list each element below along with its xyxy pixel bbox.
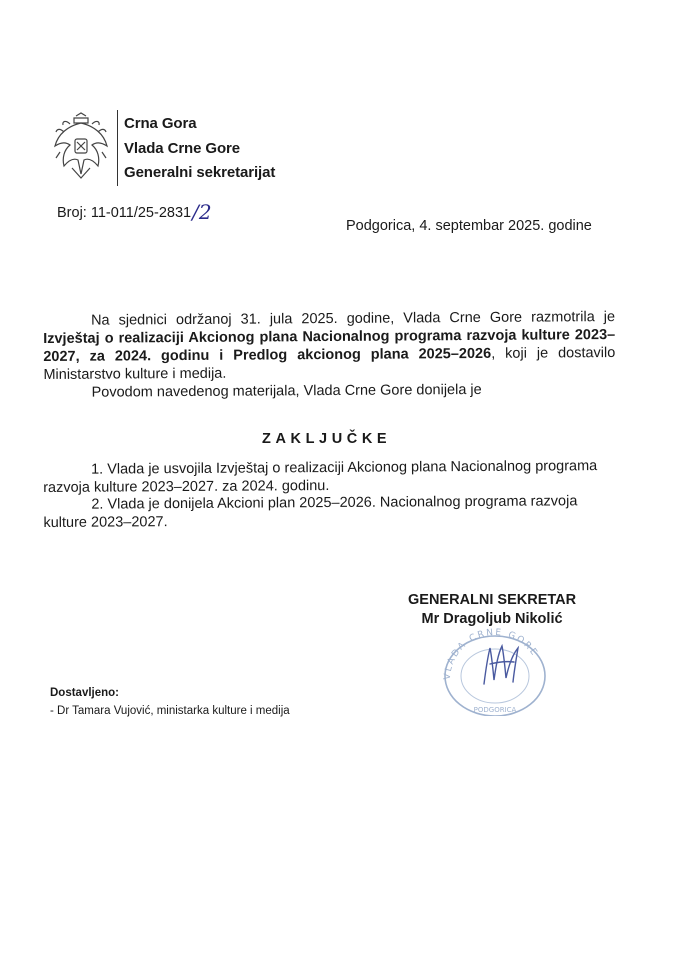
place-date: Podgorica, 4. septembar 2025. godine [346,218,592,234]
header-divider [117,110,118,186]
intro-text-2: , koji je dostavilo Ministarstvo kulture i medija. [43,345,616,383]
signer-name: Mr Dragoljub Nikolić [421,611,563,627]
official-stamp [432,618,558,716]
intro-bold-title: Izvještaj o realizaciji Akcionog plana Nacionalnog programa razvoja kulture 2023–2027, za 2024. godinu i Predlog akcionog plana 2025–2026 [43,327,616,365]
issuer-department: Generalni sekretarijat [124,164,276,181]
signer-title: GENERALNI SEKRETAR [408,592,577,608]
conclusion-item: 2. Vlada je donijela Akcioni plan 2025–2026. Nacionalnog programa razvoja kulture 2023–2027. [43,493,578,531]
intro-paragraph-2: Povodom navedenog materijala, Vlada Crne Gore donijela je [91,381,482,401]
issuer-block [124,112,275,186]
issuer-government: Vlada Crne Gore [124,139,241,157]
stamp-text: VLADA CRNE GORE [442,627,540,681]
coat-of-arms-icon [52,112,110,180]
intro-text-1: Na sjednici održanoj 31. jula 2025. godine, Vlada Crne Gore razmotrila je [91,309,616,329]
conclusion-item: 1. Vlada je usvojila Izvještaj o realizaciji Akcionog plana Nacionalnog programa razvoja kulture 2023–2027. za 2024. godinu. [43,458,598,496]
stamp-city: PODGORICA [473,706,517,714]
intro-section [43,308,616,402]
handwritten-suffix: /2 [192,200,212,224]
reference-number [57,200,212,224]
distribution-label: Dostavljeno: [50,687,120,699]
distribution-block [50,684,290,720]
conclusions-title: ZAKLJUČKE [262,431,392,447]
reference-number-text: Broj: 11-011/25-2831 [57,205,192,221]
distribution-item: - Dr Tamara Vujović, ministarka kulture i medija [50,705,290,717]
handwritten-signature [484,646,518,684]
issuer-country: Crna Gora [124,115,197,132]
intro-paragraph [43,308,615,384]
conclusions-list [43,458,615,532]
